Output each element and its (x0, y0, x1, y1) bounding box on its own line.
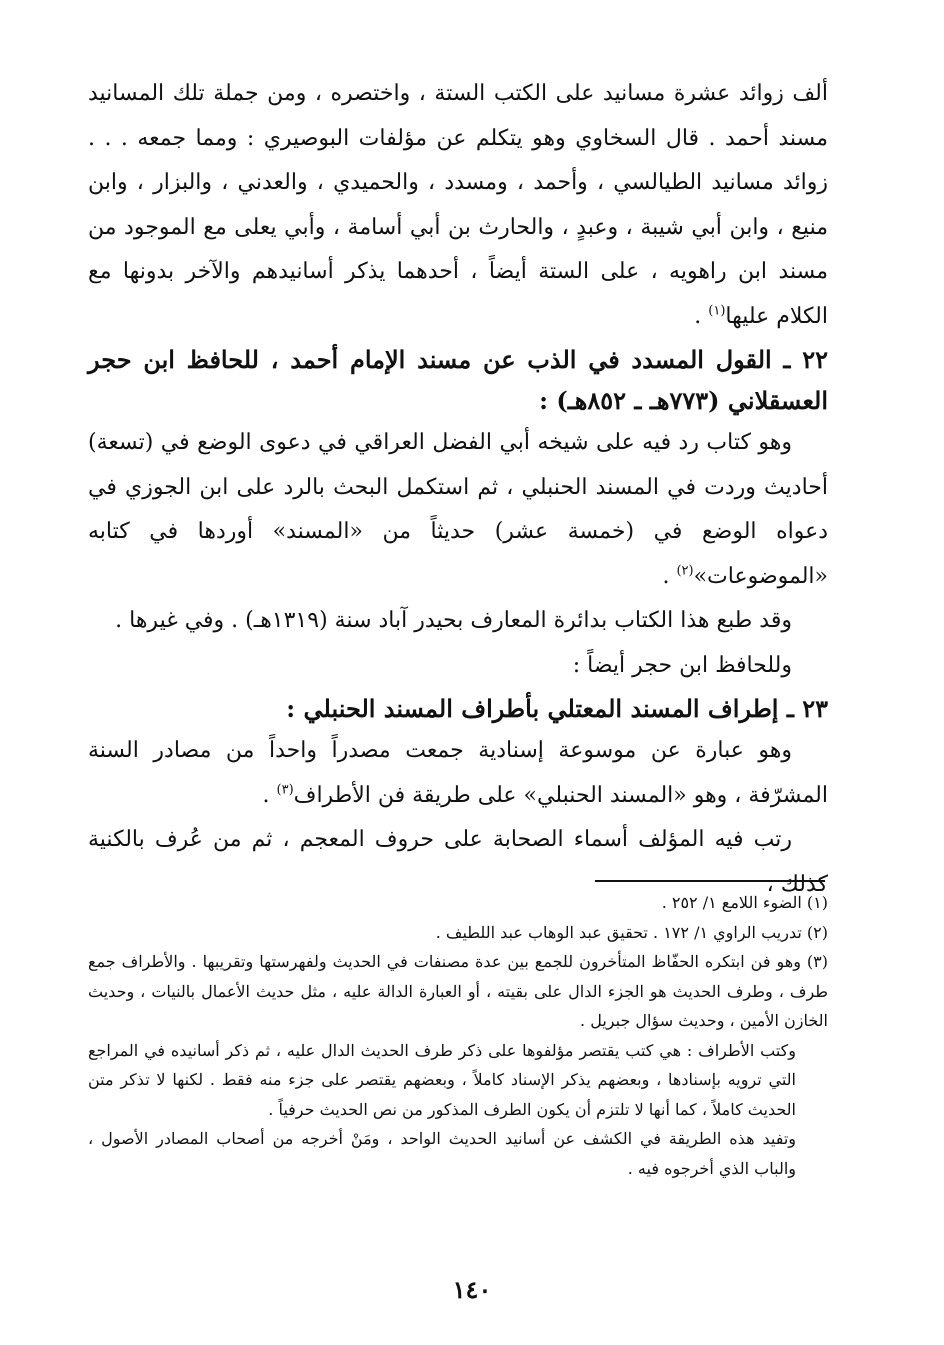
paragraph-6: رتب فيه المؤلف أسماء الصحابة على حروف المعجم ، ثم من عُرف بالكنية كذلك ، (88, 827, 828, 897)
footnote-1: (١) الضوء اللامع ١/ ٢٥٢ . (661, 893, 828, 912)
footnote-ref-1: (١) (708, 303, 726, 319)
paragraph-1-text: ألف زوائد عشرة مسانيد على الكتب الستة ، واختصره ، ومن جملة تلك المسانيد مسند أحمد . قال السخاوي وهو يتكلم عن مؤلفات البوصيري : ومما جمعه . . . زوائد مسانيد الطيالسي ، وأحمد ، ومسدد ، والحميدي ، والعدني ، والبزار ، وابن منيع ، وابن أبي شيبة ، وعبدٍ ، والحارث بن أبي أسامة ، وأبي يعلى مع الموجود من مسند ابن راهويه ، على الستة أيضاً ، أحدهما يذكر أسانيدهم والآخر بدونها مع الكلام عليها (88, 81, 828, 329)
page-number: ١٤٠ (452, 1275, 492, 1304)
paragraph-2-text: وهو كتاب رد فيه على شيخه أبي الفضل العراقي في دعوى الوضع في (تسعة) أحاديث وردت في المسند الحنبلي ، ثم استكمل البحث بالرد على ابن الجوزي في دعواه الوضع في (خمسة عشر) حديثاً من «المسند» أوردها في كتابه «الموضوعات» (88, 430, 828, 589)
footnote-ref-2: (٢) (676, 563, 694, 579)
footnote-2: (٢) تدريب الراوي ١/ ١٧٢ . تحقيق عبد الوهاب عبد اللطيف . (435, 922, 828, 942)
footnote-3-conclusion: وتفيد هذه الطريقة في الكشف عن أسانيد الحديث الواحد ، ومَنْ أخرجه من أصحاب المصادر الأصول ، والباب الذي أخرجوه فيه . (88, 1129, 796, 1178)
paragraph-1 (88, 72, 828, 339)
paragraph-5-end: . (262, 782, 270, 808)
paragraph-3: وقد طبع هذا الكتاب بدائرة المعارف بحيدر آباد سنة (١٣١٩هـ) . وفي غيرها . (115, 608, 792, 633)
paragraph-5-text: وهو عبارة عن موسوعة إسنادية جمعت مصدراً واحداً من مصادر السنة المشرّفة ، وهو «المسند الحنبلي» على طريقة فن الأطراف (88, 738, 828, 808)
main-text (88, 72, 828, 907)
footnotes (88, 888, 828, 1183)
paragraph-1-end: . (694, 303, 702, 329)
footnote-3-continued: وكتب الأطراف : هي كتب يقتصر مؤلفوها على ذكر طرف الحديث الدال عليه ، ثم ذكر أسانيده في المراجع التي ترويه بإسنادها ، وبعضهم يذكر الإسناد كاملاً ، وبعضهم يقتصر على جزء منه فقط . لكنها لا تذكر متن الحديث كاملاً ، كما أنها لا تلتزم أن يكون الطرف المذكور من نص الحديث حرفياً . (88, 1040, 796, 1119)
footnote-ref-3: (٣) (276, 782, 294, 798)
paragraph-2-end: . (662, 563, 670, 589)
footnote-3: (٣) وهو فن ابتكره الحفّاظ المتأخرون للجمع بين عدة مصنفات في الحديث ولفهرستها وتقريبها . والأطراف جمع طرف ، وطرف الحديث هو الجزء الدال على بقيته ، أو العبارة الدالة عليه ، مثل حديث الأعمال بالنيات ، وحديث الخازن الأمين ، وحديث سؤال جبريل . (88, 952, 829, 1030)
footnote-divider (595, 880, 825, 882)
paragraph-4: وللحافظ ابن حجر أيضاً : (572, 652, 792, 678)
heading-23: ٢٣ ـ إطراف المسند المعتلي بأطراف المسند الحنبلي : (286, 694, 828, 723)
paragraph-5 (88, 729, 828, 818)
paragraph-2 (88, 421, 828, 599)
heading-22: ٢٢ ـ القول المسدد في الذب عن مسند الإمام أحمد ، للحافظ ابن حجر العسقلاني (٧٧٣هـ ـ ٨٥٢هـ) : (88, 345, 828, 415)
